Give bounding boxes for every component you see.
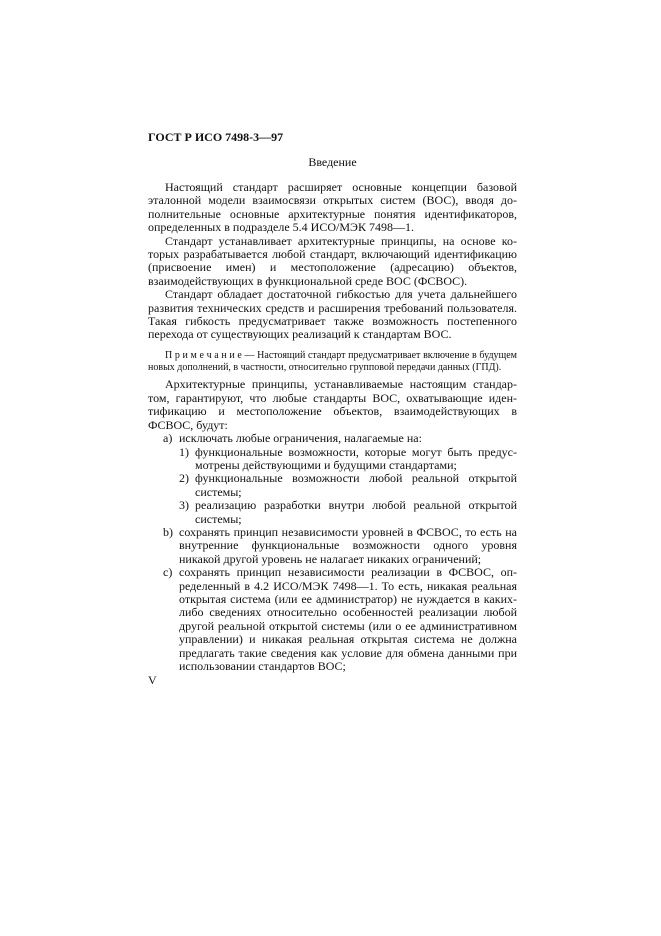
note (148, 350, 517, 374)
intro-paragraph-4: Архитектурные принципы, устанавливаемые настоящим стандартом, гарантируют, что любые стандарты ВОС, охватывающие идентификацию и местоположение объектов, взаимодействующих в ФСВОС, будут: (148, 377, 517, 432)
intro-paragraph-2: Стандарт устанавливает архитектурные принципы, на основе которых разрабатывается любой стандарт, включающий идентификацию (присвоение имен) и местоположение (адресацию) объектов, взаимодействующих в функциональной среде ВОС (ФСВОС). (148, 233, 517, 288)
list-item-a1 (148, 446, 517, 473)
document-code: ГОСТ Р ИСО 7498-3—97 (148, 130, 284, 144)
list-item-a (148, 432, 517, 445)
list-marker-a3: 3) (179, 498, 189, 513)
list-text-a2: функциональные возможности любой реальной открытой системы; (195, 471, 517, 499)
list-marker-c: c) (163, 565, 173, 580)
intro-paragraph-3: Стандарт обладает достаточной гибкостью для учета дальнейшего развития технических средств и расширения требований пользователя. Такая гибкость предусматривает также возможность постепенного перехода от существующих реализаций к стандартам ВОС. (148, 287, 517, 342)
note-text: — Настоящий стандарт предусматривает включение в будущем новых дополнений, в частности, относительно групповой передачи данных (ГПД). (148, 349, 518, 373)
list-text-a: исключать любые ограничения, налагаемые на: (179, 431, 422, 446)
list-marker-b: b) (163, 524, 173, 539)
list-item-b (148, 526, 517, 566)
document-content (148, 131, 517, 673)
list-marker-a: a) (163, 431, 173, 446)
section-title: Введение (308, 155, 357, 169)
list-text-a1: функциональные возможности, которые могут быть предусмотрены действующими и будущими стандартами; (195, 444, 517, 472)
list-text-b: сохранять принцип независимости уровней в ФСВОС, то есть на внутренние функциональные возможности одного уровня никакой другой уровень не налагает никаких ограничений; (179, 524, 517, 566)
page-number: V (148, 673, 157, 687)
note-label: П р и м е ч а н и е (165, 349, 242, 361)
intro-paragraph-1: Настоящий стандарт расширяет основные концепции базовой эталонной модели взаимосвязи открытых систем (ВОС), вводя дополнительные основные архитектурные понятия идентификаторов, определенных в подразделе 5.4 ИСО/МЭК 7498—1. (148, 180, 517, 235)
list-marker-a1: 1) (179, 444, 189, 459)
list-item-a2 (148, 472, 517, 499)
list-item-a3 (148, 499, 517, 526)
list-marker-a2: 2) (179, 471, 189, 486)
list-item-c (148, 566, 517, 673)
list-text-a3: реализацию разработки внутри любой реальной открытой системы; (195, 498, 517, 526)
list-text-c: сохранять принцип независимости реализации в ФСВОС, определенный в 4.2 ИСО/МЭК 7498—1. То есть, никакая реальная открытая система (или ее администратор) не нуждается в каких-либо сведениях относительно особенностей реализации любой другой реальной открытой системы (или о ее административном управлении) и никакая реальная открытая система не должна предлагать такие сведения как условие для обмена данными при использовании стандартов ВОС; (179, 565, 517, 673)
